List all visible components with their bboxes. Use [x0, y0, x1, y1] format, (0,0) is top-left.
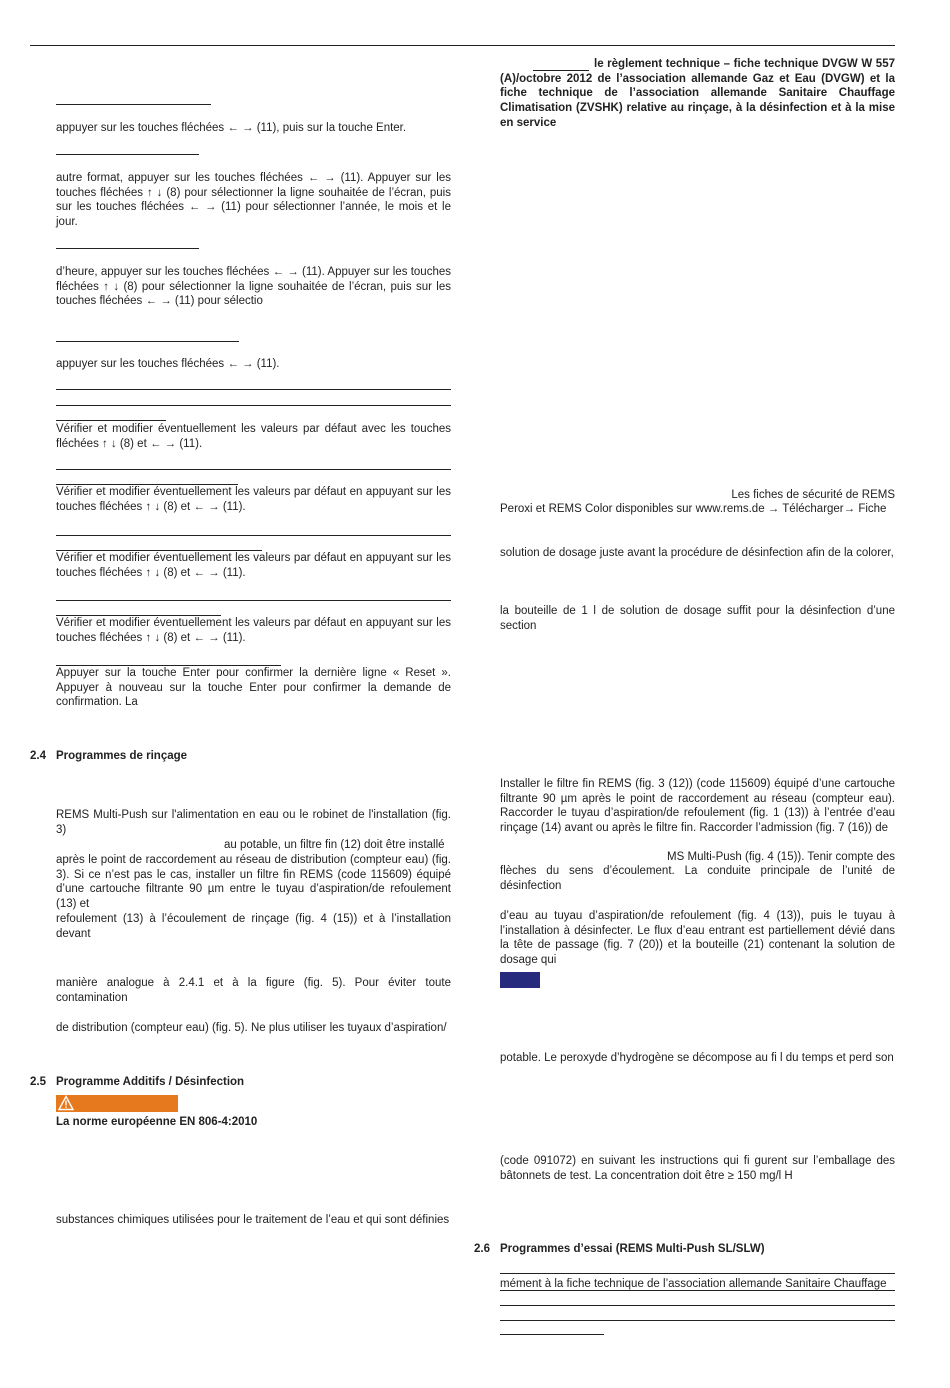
page-header-rule — [30, 45, 895, 46]
paragraph-dvgw-rules: le règlement technique – fiche technique DVGW W 557 (A)/octobre 2012 de l’association allemande Gaz et Eau (DVGW) et la fiche technique de l’association allemande Sanitaire Chauffage Climatisation (ZVSHK) relative au rinçage, à la désinfection et à la mise en service — [500, 58, 895, 129]
section-number: 2.4 — [30, 750, 46, 762]
heading-underline — [56, 154, 199, 155]
paragraph-contamination: manière analogue à 2.4.1 et à la figure (fig. 5). Pour éviter toute contamination — [56, 977, 451, 1004]
section-rule — [56, 600, 451, 601]
section-number: 2.6 — [474, 1243, 490, 1255]
paragraph-test-programs: mément à la fiche technique de l’association allemande Sanitaire Chauffage — [500, 1278, 887, 1290]
paragraph-time-setting: d’heure, appuyer sur les touches fléchées ← → (11). Appuyer sur les touches fléchées ↑ ↓ (8) pour sélectionner la ligne souhaitée de l’écran, puis sur les touches fléchées ← → (11) pour sélectio — [56, 266, 451, 308]
paragraph-safety-sheets-1: Les fiches de sécurité de REMS — [731, 489, 895, 501]
paragraph-date-setting: autre format, appuyer sur les touches fléchées ← → (11). Appuyer sur les touches fléchées ↑ ↓ (8) pour sélectionner la ligne souhaitée de l’écran, puis sur les touches fléchées ← → (11) pour sélectionner l’année, le mois et le jour. — [56, 172, 451, 229]
paragraph-defaults-2: Vérifier et modifier éventuellement les valeurs par défaut en appuyant sur les touches fléchées ↑ ↓ (8) et ← → (11). — [56, 486, 451, 513]
paragraph-filter: après le point de raccordement au réseau de distribution (compteur eau) (fig. 3). Si ce n’est pas le cas, installer un filtre fin REMS (code 115609) équipé d’une cartouche filtrante 90 µm entre le tuyau d’aspiration/de refoulement (13) et — [56, 854, 451, 911]
paragraph-peroxide: potable. Le peroxyde d’hydrogène se décompose au fi l du temps et perd son — [500, 1052, 894, 1064]
heading-underline — [56, 104, 211, 105]
paragraph-reset: Appuyer sur la touche Enter pour confirmer la dernière ligne « Reset ». Appuyer à nouveau sur la touche Enter pour confirmer la demande de confirmation. La — [56, 667, 451, 709]
section-rule — [56, 535, 451, 536]
section-rule — [500, 1273, 895, 1274]
paragraph-date-format: appuyer sur les touches fléchées ← → (11), puis sur la touche Enter. — [56, 122, 407, 134]
paragraph-defaults-3: Vérifier et modifier éventuellement les valeurs par défaut en appuyant sur les touches fléchées ↑ ↓ (8) et ← → (11). — [56, 552, 451, 579]
warning-bar — [56, 1095, 178, 1112]
paragraph-safety-sheets-2: Peroxi et REMS Color disponibles sur www.rems.de → Télécharger→ Fiche — [500, 503, 887, 515]
section-rule — [56, 389, 451, 390]
paragraph-chemicals: substances chimiques utilisées pour le traitement de l’eau et qui sont définies — [56, 1214, 450, 1226]
heading-underline — [56, 248, 199, 249]
heading-underline — [500, 1334, 604, 1335]
paragraph-dosing-color: solution de dosage juste avant la procédure de désinfection afin de la colorer, — [500, 547, 894, 559]
paragraph-flow-2: flèches du sens d’écoulement. La conduite principale de l’unité de désinfection — [500, 865, 895, 892]
paragraph-bottle: la bouteille de 1 l de solution de dosage suffit pour la désinfection d’une section — [500, 605, 895, 632]
section-title: Programme Additifs / Désinfection — [56, 1076, 245, 1088]
heading-underline — [56, 341, 239, 342]
section-rule — [56, 469, 451, 470]
paragraph-install-filter: Installer le filtre fin REMS (fig. 3 (12)) (code 115609) équipé d’une cartouche filtrante 90 µm après le point de raccordement au réseau (compteur eau). Raccorder le tuyau d’aspiration/de refoulement (fig. 1 (13)) à l’entrée d’eau rinçage (14) avant ou après le filtre fin. Raccorder l’admission (fig. 7 (16)) de — [500, 778, 895, 835]
section-title: Programmes d’essai (REMS Multi-Push SL/SLW) — [500, 1243, 765, 1255]
heading-underline — [56, 420, 166, 421]
warning-triangle-icon — [58, 1095, 74, 1111]
paragraph-defaults-1: Vérifier et modifier éventuellement les valeurs par défaut avec les touches fléchées ↑ ↓ (8) et ← → (11). — [56, 423, 451, 450]
paragraph-hoses: de distribution (compteur eau) (fig. 5). Ne plus utiliser les tuyaux d’aspiration/ — [56, 1022, 447, 1034]
section-rule — [500, 1320, 895, 1321]
paragraph-flush-outlet: refoulement (13) à l’écoulement de rinçage (fig. 4 (15)) et à l’installation devant — [56, 913, 451, 940]
section-rule — [56, 405, 451, 406]
section-rule — [500, 1305, 895, 1306]
heading-underline — [500, 1290, 895, 1291]
paragraph-language: appuyer sur les touches fléchées ← → (11). — [56, 358, 280, 370]
paragraph-flow-1: MS Multi-Push (fig. 4 (15)). Tenir compte des — [667, 851, 895, 863]
section-number: 2.5 — [30, 1076, 46, 1088]
note-label-box — [500, 972, 540, 988]
paragraph-flush-connect: REMS Multi-Push sur l'alimentation en eau ou le robinet de l'installation (fig. 3) — [56, 809, 451, 836]
norm-heading: La norme européenne EN 806-4:2010 — [56, 1116, 258, 1128]
paragraph-test-strips: (code 091072) en suivant les instructions qui fi gurent sur l’emballage des bâtonnets de test. La concentration doit être ≥ 150 mg/l H — [500, 1155, 895, 1182]
paragraph-defaults-4: Vérifier et modifier éventuellement les valeurs par défaut en appuyant sur les touches fléchées ↑ ↓ (8) et ← → (11). — [56, 617, 451, 644]
section-title: Programmes de rinçage — [56, 750, 188, 762]
paragraph-flow-deviation: d’eau au tuyau d’aspiration/de refoulement (fig. 4 (13)), puis le tuyau à l’installation à désinfecter. Le flux d’eau entrant est partiellement dévié dans la tête de passage (fig. 7 (20)) et la bouteille (21) contenant la solution de dosage qui — [500, 910, 895, 967]
paragraph-filter-fragment: au potable, un filtre fin (12) doit être installé — [224, 839, 445, 851]
